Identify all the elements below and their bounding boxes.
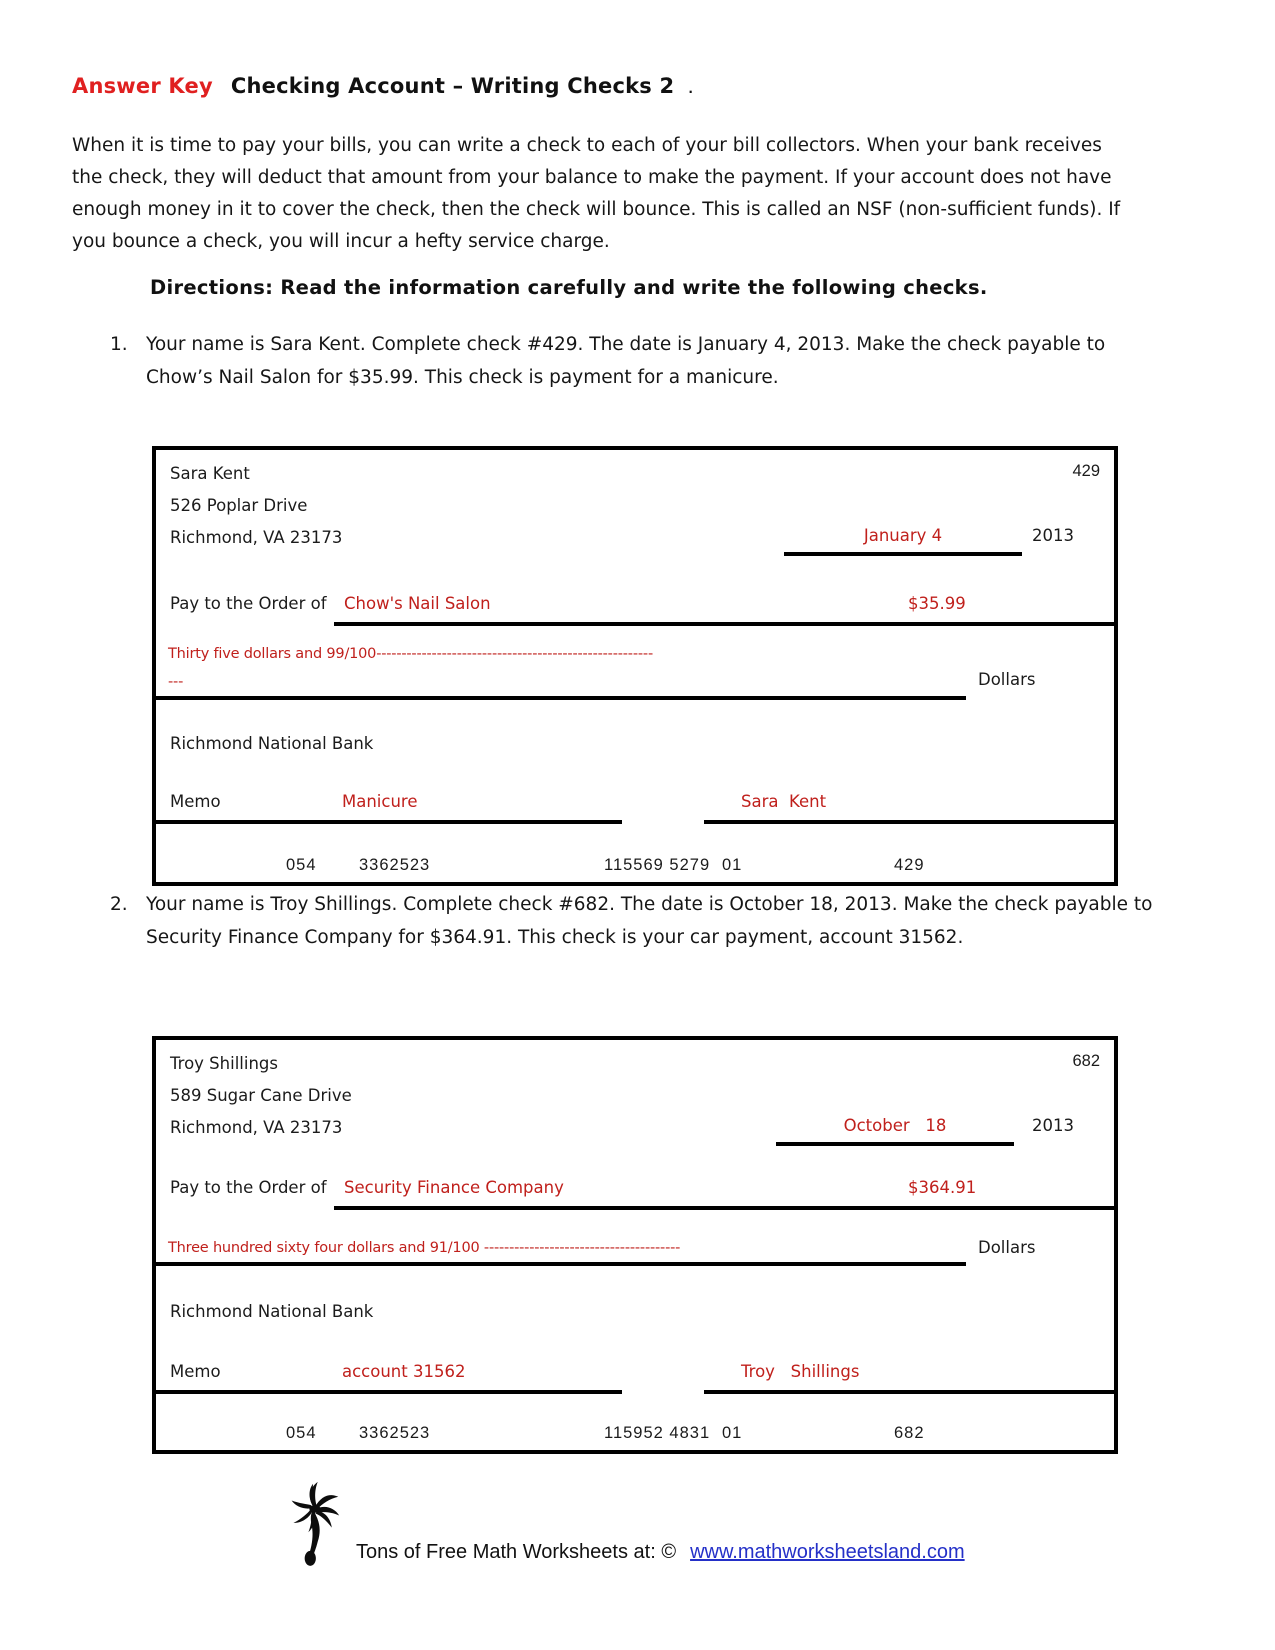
check-number: 429	[1072, 462, 1100, 480]
payee-underline	[334, 622, 1116, 626]
pay-to-label: Pay to the Order of	[170, 1178, 327, 1197]
bank-name: Richmond National Bank	[170, 1302, 374, 1321]
problem-1	[110, 328, 1166, 394]
problem-2	[110, 888, 1166, 954]
memo-answer: account 31562	[342, 1362, 466, 1381]
footer-link[interactable]: www.mathworksheetsland.com	[690, 1541, 965, 1563]
memo-answer: Manicure	[342, 792, 418, 811]
problem-1-number: 1.	[110, 334, 128, 355]
footer	[286, 1478, 965, 1570]
dollars-underline	[154, 696, 966, 700]
micr-field-3: 115952 4831	[604, 1424, 711, 1442]
page-title	[72, 74, 693, 98]
micr-field-1: 054	[286, 1424, 317, 1442]
footer-text: Tons of Free Math Worksheets at: ©	[356, 1541, 677, 1563]
worksheet-title: Checking Account – Writing Checks 2	[230, 74, 675, 98]
palm-tree-icon	[286, 1478, 342, 1570]
signature-underline	[704, 1390, 1116, 1394]
intro-paragraph: When it is time to pay your bills, you can write a check to each of your bill collectors. When your bank receives the check, they will deduct that amount from your balance to make the payment. If your account does not have enough money in it to cover the check, then the check will bounce. This is called an NSF (non-sufficient funds). If you bounce a check, you will incur a hefty service charge.	[72, 135, 1121, 252]
dollars-underline	[154, 1262, 966, 1266]
micr-field-5: 429	[894, 856, 925, 874]
micr-field-4: 01	[722, 1424, 743, 1442]
amount-words-line1: Three hundred sixty four dollars and 91/100 ---------------------------------------	[168, 1240, 681, 1256]
date-answer: October 18	[843, 1116, 947, 1135]
directions-line: Directions: Read the information carefully and write the following checks.	[150, 276, 988, 299]
payer-address: 589 Sugar Cane Drive	[170, 1086, 352, 1105]
payee-underline	[334, 1206, 1116, 1210]
dollars-label: Dollars	[978, 1238, 1036, 1257]
micr-field-2: 3362523	[359, 856, 431, 874]
bank-name: Richmond National Bank	[170, 734, 374, 753]
date-underline	[784, 552, 1022, 556]
memo-underline	[154, 820, 622, 824]
amount-answer: $364.91	[908, 1178, 977, 1197]
micr-field-1: 054	[286, 856, 317, 874]
payee-answer: Security Finance Company	[344, 1178, 564, 1197]
date-answer: January 4	[863, 526, 943, 545]
memo-label: Memo	[170, 1362, 221, 1381]
date-year: 2013	[1032, 1116, 1074, 1135]
amount-words-line1: Thirty five dollars and 99/100-------------------------------------------------------	[168, 646, 653, 662]
payer-city: Richmond, VA 23173	[170, 528, 343, 547]
payer-name: Troy Shillings	[170, 1054, 278, 1073]
payer-name: Sara Kent	[170, 464, 250, 483]
problem-2-text: Your name is Troy Shillings. Complete check #682. The date is October 18, 2013. Make the check payable to Security Finance Company for $364.91. This check is your car payment, account 31562.	[146, 894, 1153, 948]
payer-address: 526 Poplar Drive	[170, 496, 308, 515]
problem-2-number: 2.	[110, 894, 128, 915]
micr-field-2: 3362523	[359, 1424, 431, 1442]
problem-1-text: Your name is Sara Kent. Complete check #429. The date is January 4, 2013. Make the check payable to Chow’s Nail Salon for $35.99. This check is payment for a manicure.	[146, 334, 1106, 388]
memo-underline	[154, 1390, 622, 1394]
signature-answer: Sara Kent	[741, 792, 827, 811]
dollars-label: Dollars	[978, 670, 1036, 689]
amount-words-line2: ---	[168, 674, 184, 690]
payee-answer: Chow's Nail Salon	[344, 594, 491, 613]
answer-key-label: Answer Key	[72, 74, 213, 98]
signature-answer: Troy Shillings	[741, 1362, 860, 1381]
memo-label: Memo	[170, 792, 221, 811]
check-troy-shillings	[152, 1036, 1118, 1454]
amount-answer: $35.99	[908, 594, 966, 613]
payer-city: Richmond, VA 23173	[170, 1118, 343, 1137]
pay-to-label: Pay to the Order of	[170, 594, 327, 613]
micr-field-3: 115569 5279	[604, 856, 711, 874]
micr-field-4: 01	[722, 856, 743, 874]
signature-underline	[704, 820, 1116, 824]
date-year: 2013	[1032, 526, 1074, 545]
title-trailing-dot: .	[688, 82, 694, 96]
date-underline	[776, 1142, 1014, 1146]
check-number: 682	[1072, 1052, 1100, 1070]
micr-field-5: 682	[894, 1424, 925, 1442]
check-sara-kent	[152, 446, 1118, 886]
